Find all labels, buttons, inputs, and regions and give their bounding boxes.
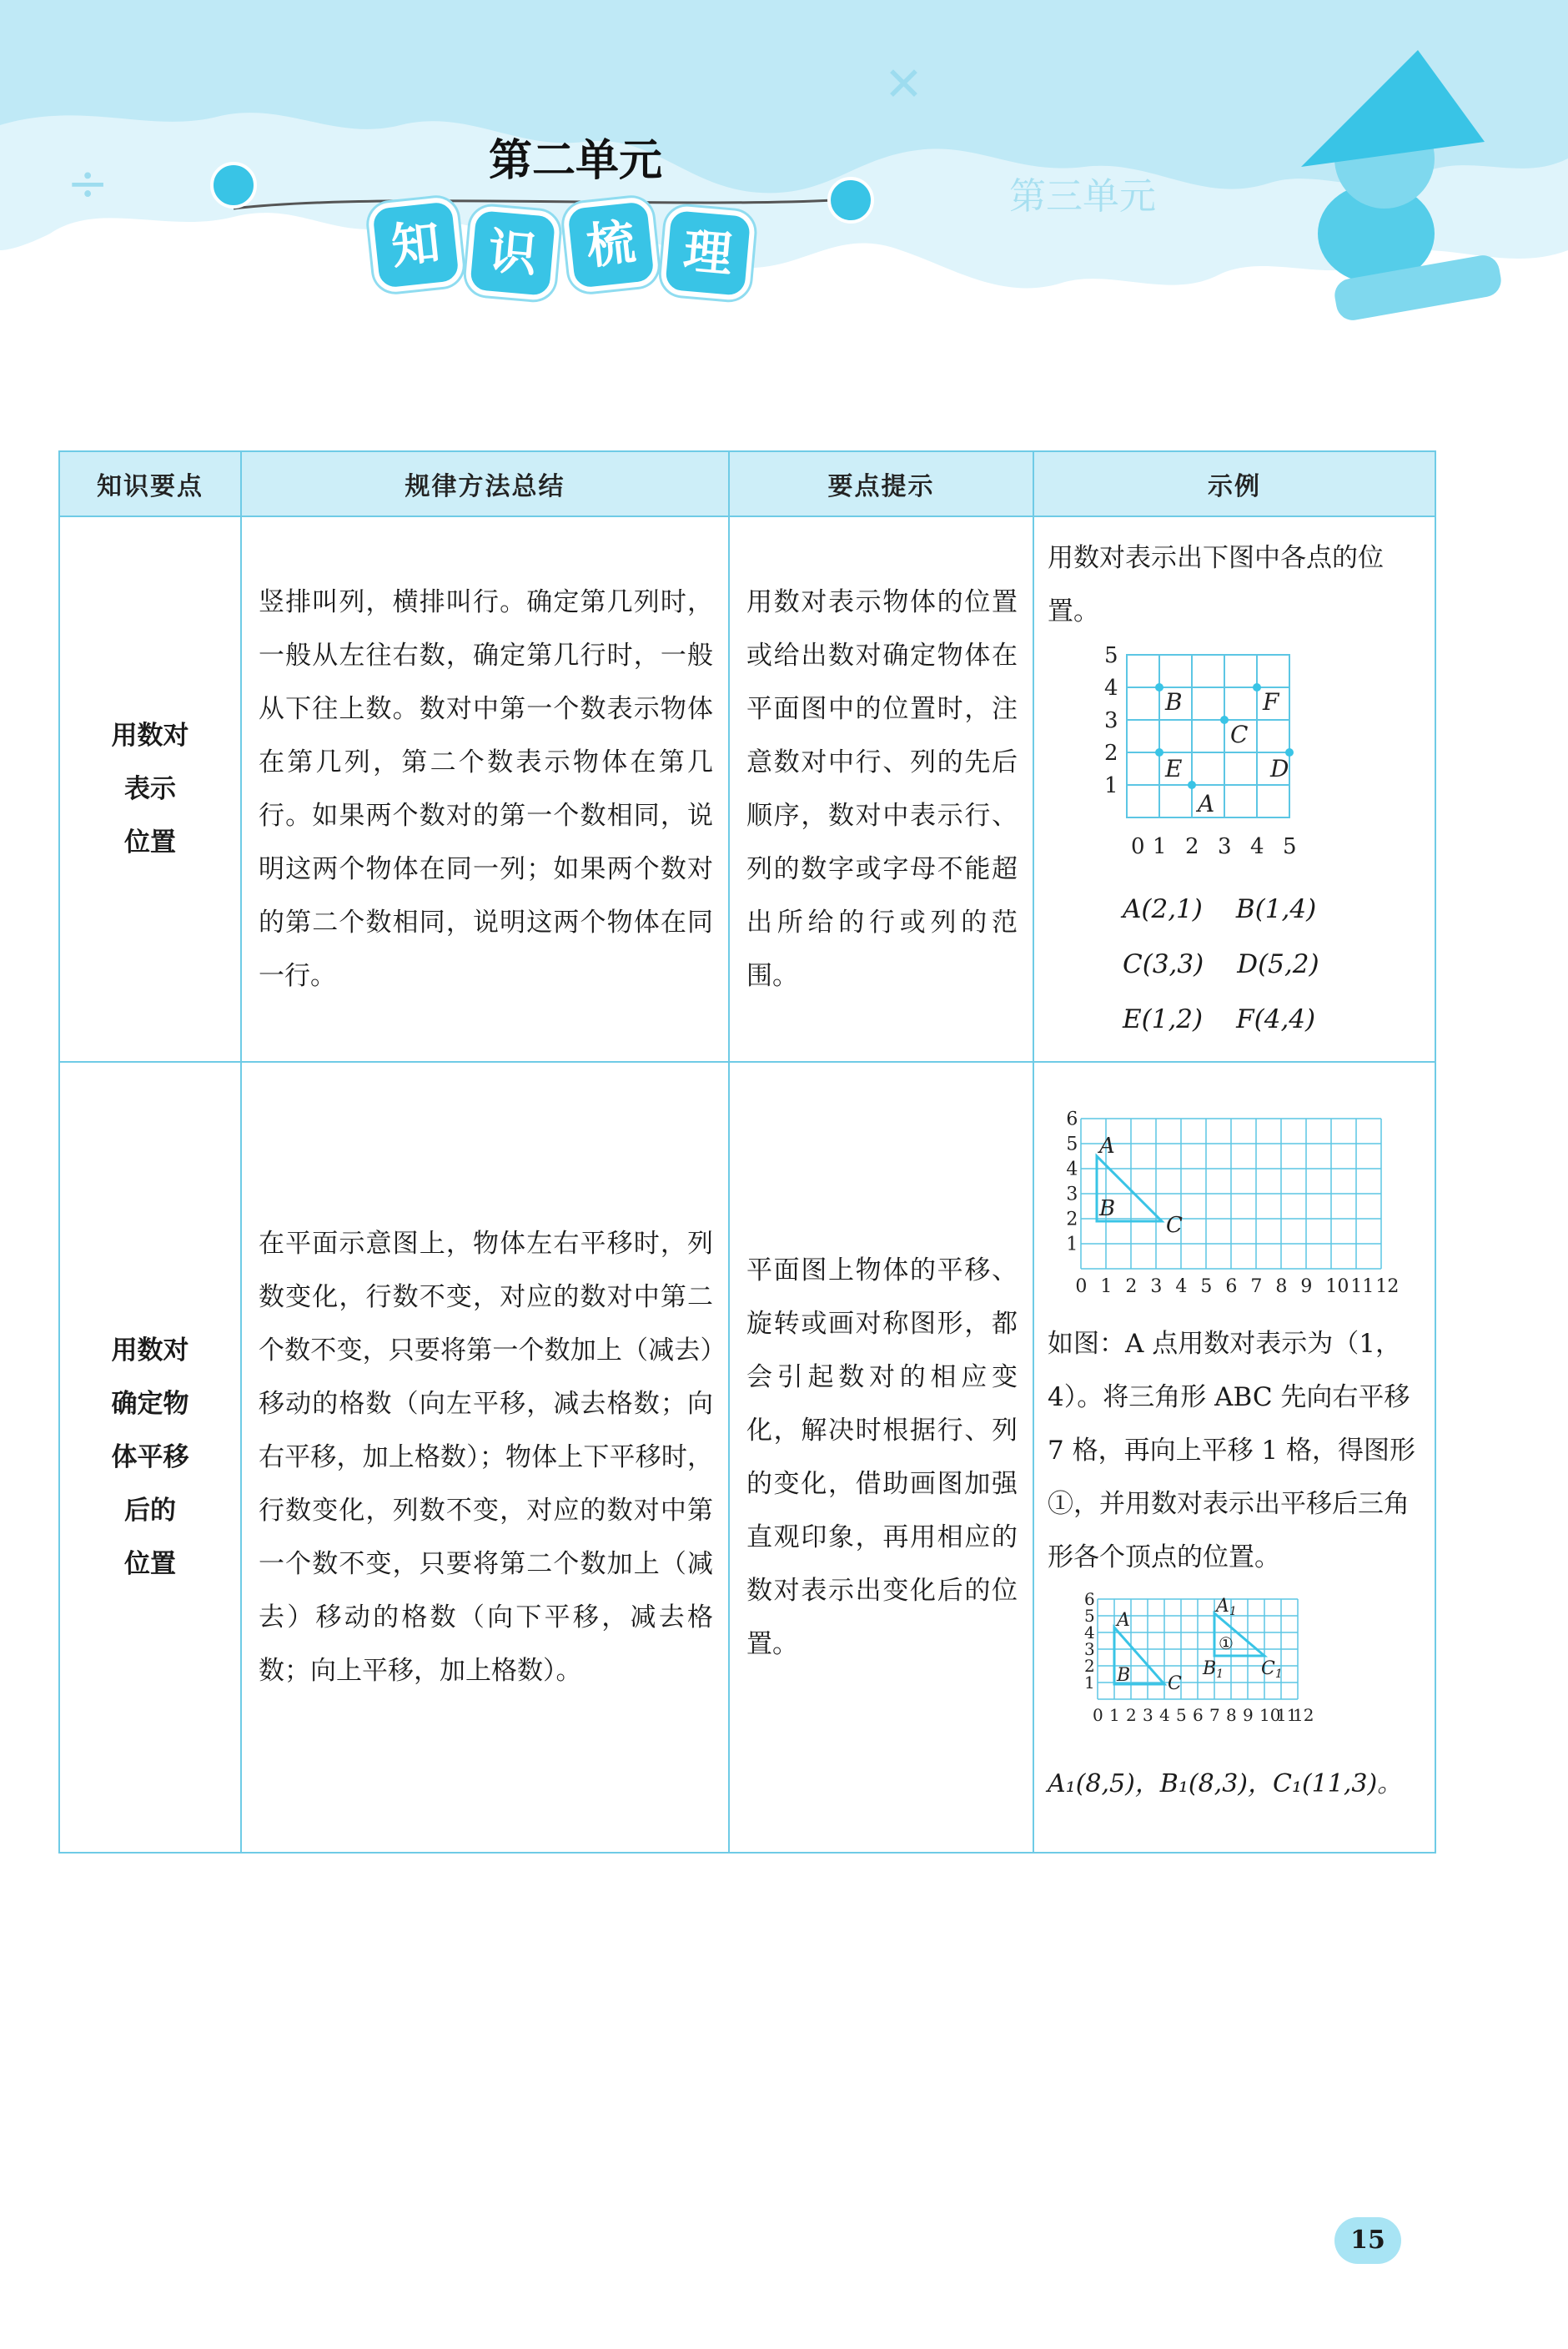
x-tick: 5 <box>1176 1705 1187 1725</box>
y-tick: 5 <box>1104 643 1118 668</box>
point-E <box>1155 748 1163 757</box>
badge-char: 梳 <box>562 196 661 294</box>
label-A1: A1 <box>1216 1596 1237 1618</box>
coord-answer: D(5,2) <box>1237 949 1319 979</box>
y-tick: 5 <box>1084 1606 1095 1626</box>
point-line: 位置 <box>124 827 176 858</box>
knowledge-table <box>58 450 1436 1854</box>
label-C: C <box>1230 721 1249 748</box>
y-tick: 3 <box>1084 1639 1095 1659</box>
label-A: A <box>1099 1134 1115 1159</box>
coord-answer: C(3,3) <box>1123 949 1204 979</box>
x-tick: 4 <box>1159 1705 1170 1725</box>
point-line: 表示 <box>124 774 176 804</box>
x-tick: 6 <box>1193 1705 1204 1725</box>
coordinate-grid-chart <box>1048 638 1415 863</box>
x-tick: 3 <box>1143 1705 1153 1725</box>
x-tick: 1 <box>1153 834 1167 859</box>
y-tick: 5 <box>1066 1134 1078 1155</box>
x-tick: 7 <box>1209 1705 1220 1725</box>
example-cell <box>1033 1062 1435 1853</box>
page-number: 15 <box>1334 2217 1401 2264</box>
x-tick: 1 <box>1109 1705 1120 1725</box>
coord-answer: F(4,4) <box>1236 1004 1316 1034</box>
coord-answer: B(1,4) <box>1235 894 1317 924</box>
method-summary: 在平面示意图上，物体左右平移时，列数变化，行数不变，对应的数对中第二个数不变，只要将第一个数加上（减去）移动的格数（向左平移，减去格数；向右平移，加上格数）；物体上下平移时，行数变化，列数不变，对应的数对中第一个数不变，只要将第二个数加上（减去）移动的格数（向下平移，减去格数；向上平移，加上格数）。 <box>241 1062 729 1853</box>
label-F: F <box>1263 688 1279 716</box>
x-tick: 10 <box>1259 1705 1281 1725</box>
x-tick: 9 <box>1300 1276 1313 1297</box>
x-tick: 2 <box>1126 1705 1137 1725</box>
unit-title: 第二单元 <box>488 135 662 186</box>
x-tick: 10 <box>1325 1276 1349 1297</box>
x-tick: 3 <box>1150 1276 1163 1297</box>
label-C1: C1 <box>1261 1658 1283 1681</box>
y-tick: 6 <box>1084 1589 1095 1609</box>
y-tick: 3 <box>1066 1184 1078 1205</box>
point-line: 用数对 <box>111 1335 189 1366</box>
table-header-row <box>59 451 1435 516</box>
x-tick: 1 <box>1100 1276 1113 1297</box>
x-tick: 9 <box>1243 1705 1254 1725</box>
header-banner <box>0 0 1568 350</box>
method-summary: 竖排叫列，横排叫行。确定第几列时，一般从左往右数，确定第几行时，一般从下往上数。数对中第一个数表示物体在第几列，第二个数表示物体在第几行。如果两个数对的第一个数相同，说明这两个物体在同一列；如果两个数对的第二个数相同，说明这两个物体在同一行。 <box>241 516 729 1062</box>
y-tick: 4 <box>1104 676 1118 701</box>
cloud-decoration <box>0 0 1568 350</box>
point-C <box>1220 716 1229 724</box>
y-tick: 6 <box>1066 1109 1078 1130</box>
coord-answer: E(1,2) <box>1123 1004 1204 1034</box>
header-tip: 要点提示 <box>729 451 1033 516</box>
x-tick: 7 <box>1250 1276 1263 1297</box>
y-tick: 2 <box>1084 1656 1095 1676</box>
x-tick: 12 <box>1293 1705 1314 1725</box>
badge-char: 理 <box>660 205 756 302</box>
x-tick: 8 <box>1275 1276 1288 1297</box>
svg-text:✕: ✕ <box>884 58 923 112</box>
example-text: 用数对表示出下图中各点的位置。 <box>1048 543 1384 626</box>
coord-answer: A(2,1) <box>1123 894 1203 924</box>
label-B1: B1 <box>1203 1658 1224 1681</box>
label-B: B <box>1165 688 1183 716</box>
y-tick: 1 <box>1066 1234 1078 1255</box>
example-cell <box>1033 516 1435 1062</box>
x-tick: 4 <box>1250 834 1264 859</box>
x-tick: 2 <box>1185 834 1199 859</box>
x-tick: 12 <box>1375 1276 1400 1297</box>
translation-grid-after <box>1048 1584 1423 1743</box>
x-tick: 3 <box>1218 834 1232 859</box>
label-B: B <box>1117 1665 1131 1686</box>
label-B: B <box>1099 1196 1116 1221</box>
y-tick: 1 <box>1084 1672 1095 1693</box>
label-C: C <box>1166 1213 1183 1238</box>
x-tick: 11 <box>1276 1705 1298 1725</box>
label-E: E <box>1165 755 1183 782</box>
x-tick: 5 <box>1283 834 1297 859</box>
table-row <box>59 516 1435 1062</box>
svg-text:÷: ÷ <box>67 154 109 213</box>
label-A: A <box>1117 1610 1130 1631</box>
x-tick: 2 <box>1125 1276 1138 1297</box>
final-answer: A₁(8,5)，B₁(8,3)，C₁(11,3)。 <box>1048 1769 1403 1798</box>
point-line: 用数对 <box>111 721 189 751</box>
y-tick: 2 <box>1104 741 1118 766</box>
label-A: A <box>1198 790 1215 817</box>
point-line: 后的 <box>124 1496 176 1526</box>
x-tick: 6 <box>1225 1276 1238 1297</box>
x-tick: 0 <box>1131 834 1145 859</box>
section-badge <box>371 200 753 292</box>
x-tick: 5 <box>1200 1276 1213 1297</box>
example-text: 如图：A 点用数对表示为（1，4）。将三角形 ABC 先向右平移 7 格，再向上平移 1 格，得图形①，并用数对表示出平移后三角形各个顶点的位置。 <box>1048 1329 1416 1572</box>
badge-char: 识 <box>465 205 561 302</box>
label-D: D <box>1270 755 1289 782</box>
x-tick: 11 <box>1350 1276 1375 1297</box>
label-C: C <box>1168 1673 1182 1694</box>
x-tick: 0 <box>1075 1276 1088 1297</box>
translation-grid-before <box>1048 1107 1423 1299</box>
header-example: 示例 <box>1033 451 1435 516</box>
table-row <box>59 1062 1435 1853</box>
key-tip: 平面图上物体的平移、旋转或画对称图形，都会引起数对的相应变化，解决时根据行、列的变化，借助画图加强直观印象，再用相应的数对表示出变化后的位置。 <box>729 1062 1033 1853</box>
key-tip: 用数对表示物体的位置或给出数对确定物体在平面图中的位置时，注意数对中行、列的先后顺序，数对中表示行、列的数字或字母不能超出所给的行或列的范围。 <box>729 516 1033 1062</box>
badge-char: 知 <box>367 196 465 294</box>
header-summary: 规律方法总结 <box>241 451 729 516</box>
x-tick: 4 <box>1175 1276 1188 1297</box>
point-line: 体平移 <box>111 1442 189 1472</box>
y-tick: 3 <box>1104 708 1118 733</box>
coordinate-answers <box>1048 882 1421 1047</box>
x-tick: 8 <box>1226 1705 1237 1725</box>
shape-mark: ① <box>1219 1633 1234 1653</box>
y-tick: 1 <box>1104 773 1118 798</box>
header-point: 知识要点 <box>59 451 241 516</box>
point-line: 位置 <box>124 1549 176 1579</box>
y-tick: 2 <box>1066 1209 1078 1230</box>
y-tick: 4 <box>1084 1622 1095 1642</box>
point-line: 确定物 <box>111 1389 189 1419</box>
point-B <box>1155 683 1163 692</box>
point-F <box>1253 683 1261 692</box>
x-tick: 0 <box>1093 1705 1103 1725</box>
decor-unit-text: 第三单元 <box>1009 175 1156 218</box>
knowledge-point <box>59 516 241 1062</box>
y-tick: 4 <box>1066 1159 1078 1180</box>
point-A <box>1188 781 1196 789</box>
knowledge-point <box>59 1062 241 1853</box>
